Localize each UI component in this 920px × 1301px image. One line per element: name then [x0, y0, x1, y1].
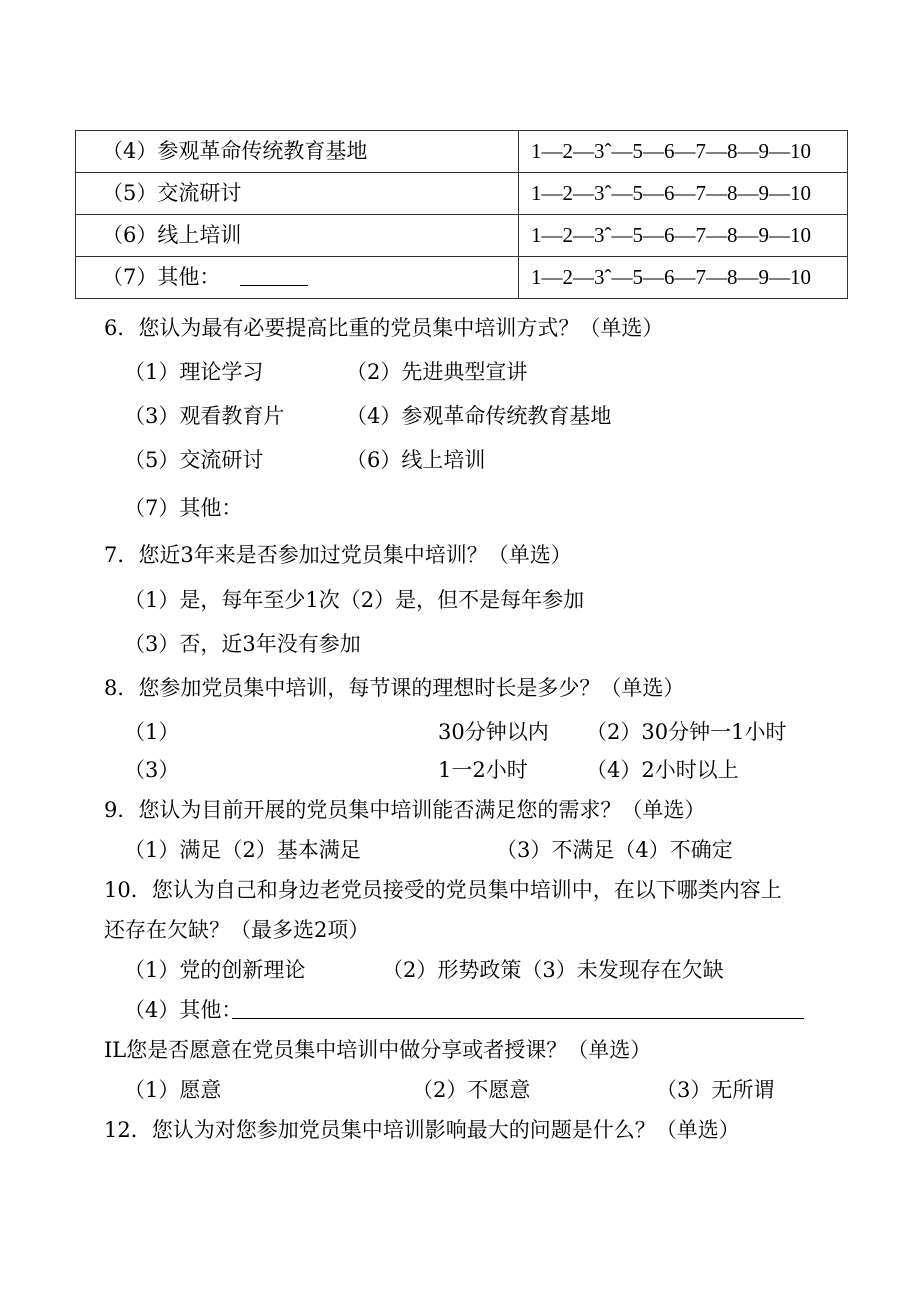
- q9-option[interactable]: （3）不满足（4）不确定: [496, 838, 733, 862]
- other-label: （7）其他：: [102, 265, 221, 289]
- q8-option[interactable]: （3）: [124, 758, 180, 782]
- q8-option[interactable]: （2）30分钟一1小时: [586, 720, 787, 744]
- table-row: [76, 257, 848, 299]
- q10-title-line1: 10．您认为自己和身边老党员接受的党员集中培训中，在以下哪类内容上: [104, 878, 782, 902]
- q10-option[interactable]: （1）党的创新理论: [124, 958, 306, 982]
- q10-title-line2: 还存在欠缺？（最多选2项）: [104, 918, 370, 942]
- q11-option[interactable]: （1）愿意: [124, 1078, 222, 1102]
- option-cell: （4）参观革命传统教育基地: [76, 131, 519, 173]
- scale-cell: 1—2—3ˆ—5—6—7—8—9—10: [519, 173, 848, 215]
- table-row: [76, 131, 848, 173]
- q7-option[interactable]: （3）否，近3年没有参加: [124, 632, 361, 656]
- scale-cell: 1—2—3ˆ—5—6—7—8—9—10: [519, 131, 848, 173]
- q6-option[interactable]: （4）参观革命传统教育基地: [346, 404, 612, 428]
- table-row: [76, 173, 848, 215]
- scale-cell: 1—2—3ˆ—5—6—7—8—9—10: [519, 257, 848, 299]
- q6-option[interactable]: （6）线上培训: [346, 448, 486, 472]
- q8-option: 30分钟以内: [438, 720, 549, 744]
- q7-title: 7．您近3年来是否参加过党员集中培训？（单选）: [104, 543, 572, 567]
- q9-title: 9．您认为目前开展的党员集中培训能否满足您的需求？（单选）: [104, 798, 706, 822]
- q8-option[interactable]: （4）2小时以上: [586, 758, 739, 782]
- q6-option[interactable]: （7）其他：: [124, 496, 243, 520]
- q10-option[interactable]: （4）其他：: [124, 998, 243, 1022]
- rating-table: [75, 130, 848, 299]
- q10-other-blank[interactable]: [232, 1018, 804, 1019]
- table-row: [76, 215, 848, 257]
- q9-option[interactable]: （1）满足（2）基本满足: [124, 838, 361, 862]
- other-blank[interactable]: [240, 265, 308, 286]
- option-cell: （5）交流研讨: [76, 173, 519, 215]
- q6-option[interactable]: （1）理论学习: [124, 360, 264, 384]
- q8-option: 1一2小时: [438, 758, 528, 782]
- q8-title: 8．您参加党员集中培训，每节课的理想时长是多少？（单选）: [104, 676, 685, 700]
- q10-option[interactable]: （2）形势政策（3）未发现存在欠缺: [382, 958, 724, 982]
- q11-option[interactable]: （2）不愿意: [412, 1078, 531, 1102]
- q6-option[interactable]: （3）观看教育片: [124, 404, 285, 428]
- q6-option[interactable]: （5）交流研讨: [124, 448, 264, 472]
- q6-option[interactable]: （2）先进典型宣讲: [346, 360, 528, 384]
- q11-title: IL您是否愿意在党员集中培训中做分享或者授课？（单选）: [104, 1038, 652, 1062]
- q11-option[interactable]: （3）无所谓: [656, 1078, 775, 1102]
- q8-option[interactable]: （1）: [124, 720, 180, 744]
- option-cell: （6）线上培训: [76, 215, 519, 257]
- scale-cell: 1—2—3ˆ—5—6—7—8—9—10: [519, 215, 848, 257]
- q12-title: 12．您认为对您参加党员集中培训影响最大的问题是什么？（单选）: [104, 1118, 740, 1142]
- q7-option[interactable]: （1）是，每年至少1次（2）是，但不是每年参加: [124, 588, 585, 612]
- q6-title: 6．您认为最有必要提高比重的党员集中培训方式？（单选）: [104, 316, 664, 340]
- option-cell-other: [76, 257, 519, 299]
